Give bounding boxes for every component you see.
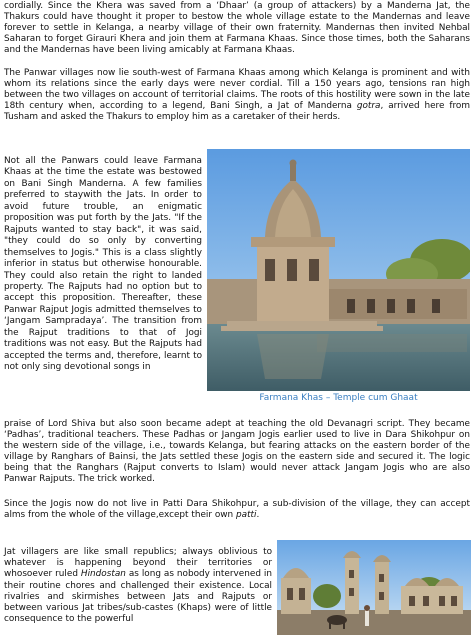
- paragraph-3: Not all the Panwars could leave Farmana Khaas at the time the estate was bestowed on Bani Singh Manderna. A few families preferred to staywith the Jats. In order to avoid future trouble, an enigmatic proposition was put forth by the Jats. "If the Rajputs wanted to stay back", it was said, "they could do so only by converting themselves to Jogis." This is a class slightly inferior in status but otherwise honourable. They could also retain the right to landed property. The Rajputs had no option but to accept this proposition. Thereafter, these Panwar Rajput Jogis admitted themselves to ‘Jangam Sampradaya’. The transition from the Rajput traditions to that of Jogi traditions was not easy. But the Rajputs had accepted the terms and, therefore, learnt to not only sing devotional songs in: [4, 156, 202, 373]
- temple-ghaat-photo: [207, 149, 470, 391]
- paragraph-5: [4, 499, 470, 521]
- paragraph-2-text-a: The Panwar villages now lie south-west of Farmana Khaas among which Kelanga is prominent and with whom its relations since the early days were never cordial. Till a 150 years ago, tensions ran high between the two villages on account of territorial claims. The roots of this hostility were sown in the late 18th century when, according to a legend, Bani Singh, a Jat of Manderna: [4, 68, 470, 111]
- paragraph-2: [4, 68, 470, 123]
- paragraph-1: cordially. Since the Khera was saved from a ‘Dhaar’ (a group of attackers) by a Manderna Jat, the Thakurs could have thought it proper to bestow the whole village estate to the Mandernas and leave forever to settle in Kelanga, a nearby village of their own fraternity. Mandernas then invited Nehbal Saharan to forget Girauri Khera and join them at Farmana Khaas. Since those times, both the Saharans and the Mandernas have been living amicably at Farmana Khaas.: [4, 1, 470, 55]
- patti-term: patti: [236, 510, 257, 520]
- paragraph-5-text-a: Since the Jogis now do not live in Patti Dara Shikohpur, a sub-division of the village, they can accept alms from the whole of the village,except their own: [4, 499, 470, 520]
- village-towers-photo: [277, 540, 471, 635]
- paragraph-6: [4, 547, 272, 625]
- paragraph-2-text-b: , arrived here from Tusham and asked the Thakurs to employ him as a caretaker of their herds.: [4, 101, 471, 122]
- paragraph-4: praise of Lord Shiva but also soon became adept at teaching the old Devanagri script. They became ‘Padhas’, traditional teachers. These Padhas or Jangam Jogis earlier used to live in Dara Shikohpur on the western side of the village, i.e., towards Kelanga, but fearing attacks on the eastern border of the village by Ranghars of Bainsi, the Jats settled these Jogis on the eastern side and secured it. The logic being that the Ranghars (Rajput converts to Islam) would never attack Jangam Jogis who are also Panwar Rajputs. The trick worked.: [4, 419, 470, 484]
- paragraph-6-text-a: Jat villagers are like small republics; always oblivious to whatever is happening beyond their territories or whosoever ruled: [4, 547, 272, 580]
- paragraph-5-text-b: .: [256, 510, 260, 520]
- photo-caption: Farmana Khas – Temple cum Ghaat: [259, 393, 418, 403]
- gotra-term: gotra: [356, 101, 381, 111]
- hindostan-term: Hindostan: [80, 569, 126, 580]
- paragraph-6-text-b: as long as nobody intervened in their routine chores and challenged their existence. Local rivalries and skirmishes between Jats and Rajputs or between various Jat tribes/sub-castes (Khaps) were of little consequence to the powerful: [4, 569, 272, 625]
